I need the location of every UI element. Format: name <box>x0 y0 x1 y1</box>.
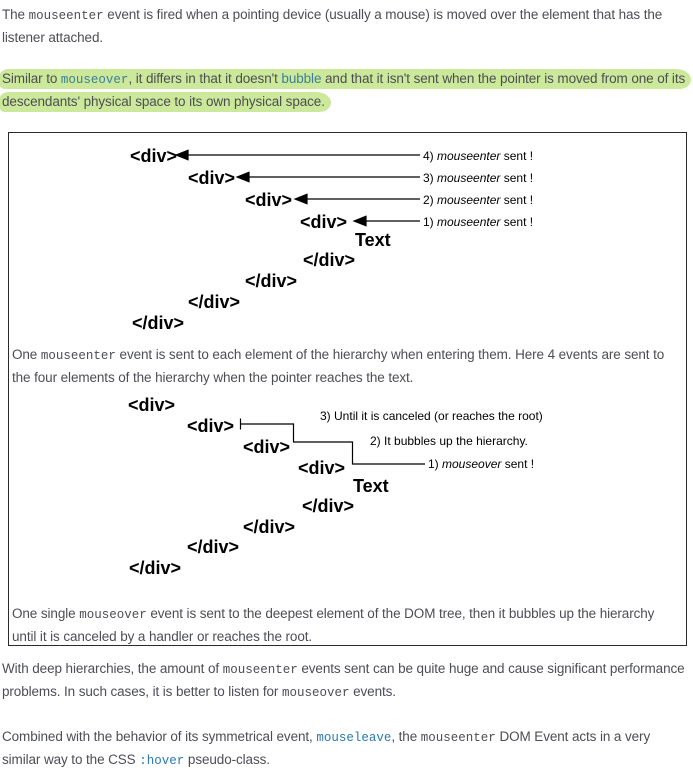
event-diagrams-figure <box>8 132 687 646</box>
close-div-tag: </div> <box>132 313 185 333</box>
text-run: , the <box>391 729 421 744</box>
text-run: , it differs in that it doesn't <box>128 71 282 86</box>
text-node-label: Text <box>353 476 389 496</box>
open-div-tag: <div> <box>300 212 348 232</box>
text-run: The <box>2 7 29 22</box>
open-div-tag: <div> <box>188 168 236 188</box>
intro-paragraph <box>2 4 691 49</box>
close-div-tag: </div> <box>129 558 182 578</box>
mouseover-link[interactable]: mouseover <box>60 73 129 87</box>
text-run: event is fired when a pointing device (usually a mouse) is moved over the element that has the listener attached. <box>2 7 663 45</box>
text-run: DOM Event acts in a very similar way to the CSS <box>2 729 651 767</box>
diagram1-label-4: 4) mouseenter sent ! <box>423 149 534 163</box>
text-run: events sent can be quite huge and cause significant performance problems. In such cases, it is better to listen for <box>2 661 685 699</box>
mouseover-code: mouseover <box>281 686 350 700</box>
mouseleave-link[interactable]: mouseleave <box>316 731 392 745</box>
mouseenter-code: mouseenter <box>222 663 298 677</box>
diagram1-caption: One mouseenter event is sent to each element of the hierarchy when entering them. Here 4 events are sent to the four elements of the hierarchy when the pointer reaches the text. <box>12 347 665 385</box>
close-div-tag: </div> <box>188 292 241 312</box>
diagram1-label-3: 3) mouseenter sent ! <box>423 171 534 185</box>
text-node-label: Text <box>355 230 391 250</box>
diagram-lines-svg <box>9 133 686 645</box>
diagram2-label-2: 2) It bubbles up the hierarchy. <box>370 434 528 448</box>
close-div-tag: </div> <box>187 537 240 557</box>
diagram2-label-3: 3) Until it is canceled (or reaches the root) <box>320 409 543 423</box>
green-highlight <box>0 69 691 112</box>
open-div-tag: <div> <box>243 437 291 457</box>
text-run: and that it isn't sent when the pointer is moved from one of its descendants' physical space to its own physical space. <box>2 71 686 109</box>
highlighted-paragraph <box>2 68 691 113</box>
text-run: Similar to <box>2 71 61 86</box>
mouseleave-paragraph <box>2 726 691 772</box>
mouseenter-code: mouseenter <box>40 349 116 363</box>
diagram2-caption: One single mouseover event is sent to the deepest element of the DOM tree, then it bubbles up the hierarchy until it is canceled by a handler or reaches the root. <box>12 606 655 644</box>
performance-paragraph <box>2 658 691 704</box>
close-div-tag: </div> <box>245 271 298 291</box>
mouseenter-arrows <box>176 150 420 226</box>
open-div-tag: <div> <box>130 146 178 166</box>
text-run: Combined with the behavior of its symmetrical event, <box>2 729 317 744</box>
text-run: pseudo-class. <box>184 752 270 767</box>
diagram1-label-2: 2) mouseenter sent ! <box>423 193 534 207</box>
close-div-tag: </div> <box>303 250 356 270</box>
close-div-tag: </div> <box>302 496 355 516</box>
open-div-tag: <div> <box>245 190 293 210</box>
diagram1-label-1: 1) mouseenter sent ! <box>423 215 534 229</box>
mouseover-code: mouseover <box>79 608 147 622</box>
diagram2-label-1: 1) mouseover sent ! <box>428 457 535 471</box>
bubble-link[interactable]: bubble <box>281 71 322 86</box>
mouseenter-code: mouseenter <box>28 9 104 23</box>
open-div-tag: <div> <box>128 395 176 415</box>
text-run: With deep hierarchies, the amount of <box>2 661 223 676</box>
open-div-tag: <div> <box>187 416 235 436</box>
open-div-tag: <div> <box>298 458 346 478</box>
close-div-tag: </div> <box>243 517 296 537</box>
hover-pseudo-class-link[interactable]: :hover <box>139 754 185 768</box>
text-run: events. <box>349 684 396 699</box>
mouseenter-code: mouseenter <box>420 731 496 745</box>
